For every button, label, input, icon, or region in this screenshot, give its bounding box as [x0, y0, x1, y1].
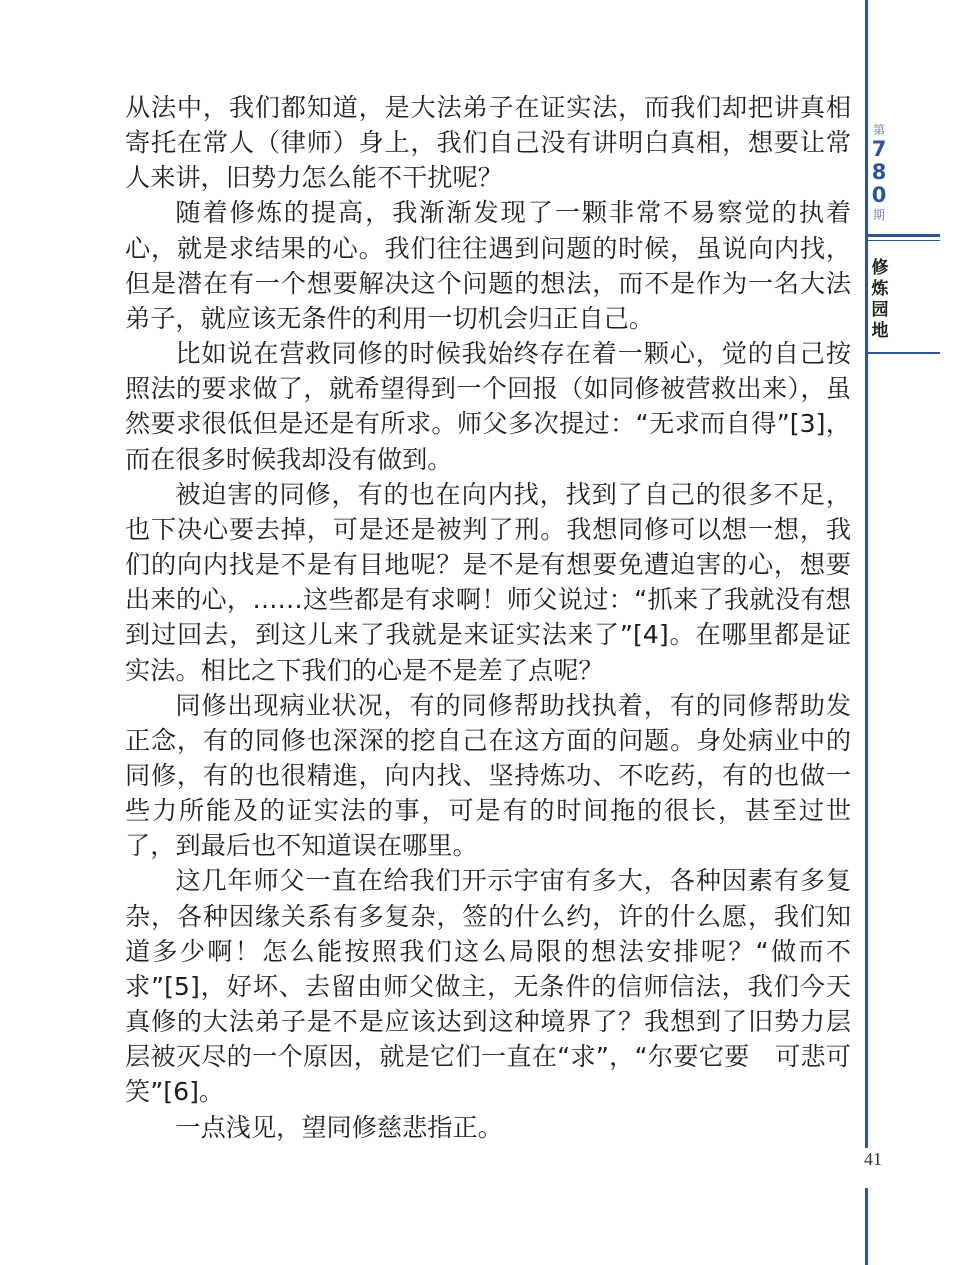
paragraph: 一点浅见，望同修慈悲指正。	[175, 1112, 503, 1142]
issue-suffix: 期	[872, 208, 885, 222]
paragraph: 同修出现病业状况，有的同修帮助找执着，有的同修帮助发正念，有的同修也深深的挖自己在这方面的问题。身处病业中的同修，有的也很精進，向内找、坚持炼功、不吃药，有的也做一些力所能及的证实法的事，可是有的时间拖的很长，甚至过世了，到最后也不知道误在哪里。	[125, 690, 851, 861]
section-title-char: 园	[871, 300, 889, 320]
issue-label	[868, 122, 890, 223]
sidebar-divider	[868, 240, 940, 241]
sidebar-divider	[868, 352, 940, 354]
section-title-char: 地	[871, 321, 889, 341]
issue-prefix: 第	[872, 123, 885, 137]
section-title-char: 修	[871, 258, 889, 278]
paragraph: 随着修炼的提高，我渐渐发现了一颗非常不易察觉的执着心，就是求结果的心。我们往往遇到问题的时候，虽说向内找，但是潜在有一个想要解决这个问题的想法，而不是作为一名大法弟子，就应该无条件的利用一切机会归正自己。	[125, 198, 851, 333]
sidebar-divider	[868, 234, 940, 237]
section-title-char: 炼	[871, 279, 889, 299]
paragraph: 从法中，我们都知道，是大法弟子在证实法，而我们却把讲真相寄托在常人（律师）身上，我们自己没有讲明白真相，想要让常人来讲，旧势力怎么能不干扰呢？	[125, 93, 851, 193]
section-title	[870, 258, 890, 342]
page-number: 41	[864, 1149, 882, 1169]
sidebar-vertical-rule-bottom	[865, 1188, 868, 1265]
article-body	[125, 90, 851, 1145]
paragraph: 这几年师父一直在给我们开示宇宙有多大，各种因素有多复杂，各种因缘关系有多复杂，签的什么约，许的什么愿，我们知道多少啊！怎么能按照我们这么局限的想法安排呢？“做而不求”[5]，好坏、去留由师父做主，无条件的信师信法，我们今天真修的大法弟子是不是应该达到这种境界了？我想到了旧势力层层被灭尽的一个原因，就是它们一直在“求”，“尔要它要 可悲可笑”[6]。	[125, 866, 851, 1107]
paragraph: 比如说在营救同修的时候我始终存在着一颗心，觉的自己按照法的要求做了，就希望得到一个回报（如同修被营救出来），虽然要求很低但是还是有所求。师父多次提过：“无求而自得”[3]，而在很多时候我却没有做到。	[125, 339, 851, 474]
issue-digit: 8	[871, 160, 887, 184]
paragraph: 被迫害的同修，有的也在向内找，找到了自己的很多不足，也下决心要去掉，可是还是被判了刑。我想同修可以想一想，我们的向内找是不是有目地呢？是不是有想要免遭迫害的心，想要出来的心，……这些都是有求啊！师父说过：“抓来了我就没有想到过回去，到这儿来了我就是来证实法来了”[4]。在哪里都是证实法。相比之下我们的心是不是差了点呢？	[125, 479, 851, 685]
issue-digit: 7	[871, 137, 887, 161]
issue-digit: 0	[871, 183, 887, 207]
